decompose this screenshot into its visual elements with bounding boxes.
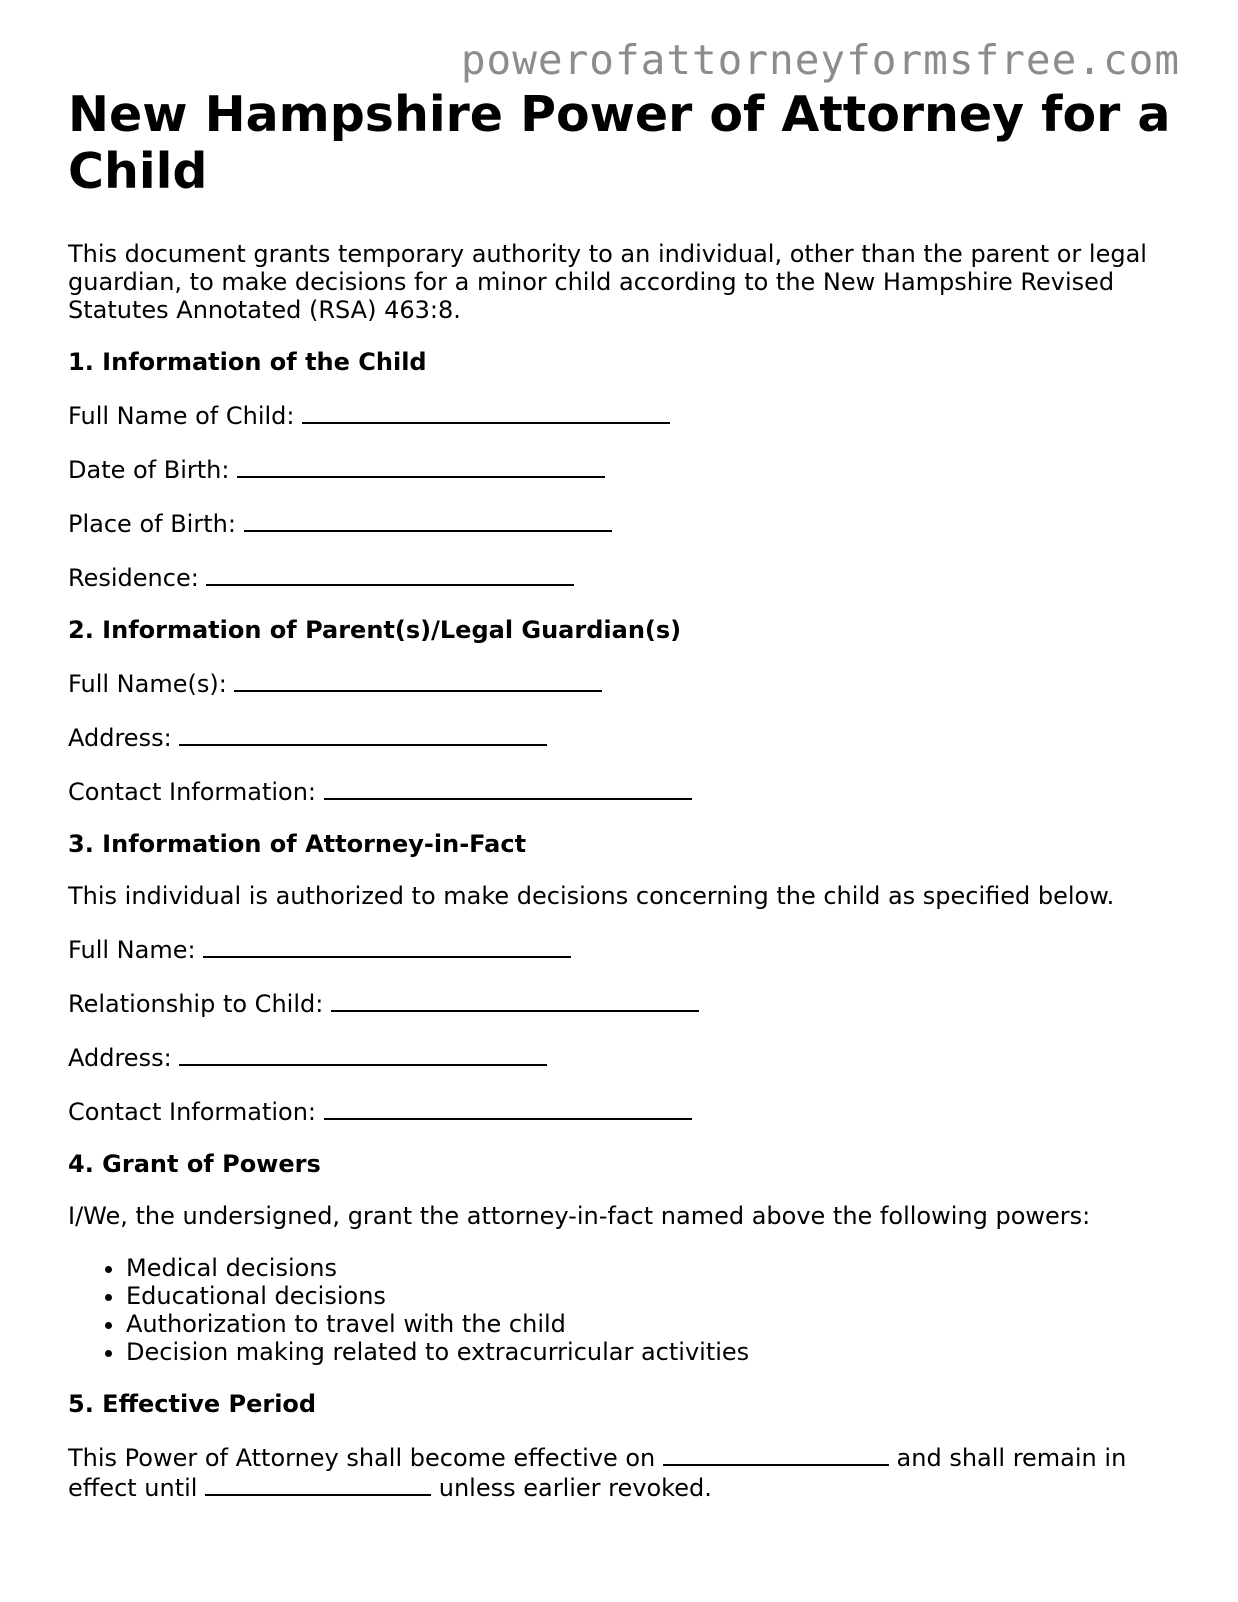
field-label: Full Name of Child: — [68, 402, 295, 430]
field-label: Residence: — [68, 564, 199, 592]
fill-in-blank[interactable] — [324, 776, 692, 800]
fill-in-blank[interactable] — [179, 1042, 547, 1066]
fill-in-blank[interactable] — [206, 562, 574, 586]
effective-text-part2: and shall remain in effect until — [68, 1444, 1127, 1502]
powers-description: I/We, the undersigned, grant the attorney-in-fact named above the following powers: — [68, 1202, 1091, 1230]
field-label: Full Name: — [68, 936, 196, 964]
form-field-attorney-relationship — [68, 988, 1178, 1018]
document-page — [68, 86, 1178, 1502]
section-heading-attorney: 3. Information of Attorney-in-Fact — [68, 830, 527, 858]
form-field-parent-contact — [68, 776, 1178, 806]
field-label: Contact Information: — [68, 778, 317, 806]
fill-in-blank-end-date[interactable] — [205, 1472, 431, 1496]
fill-in-blank[interactable] — [237, 454, 605, 478]
form-field-parent-address — [68, 722, 1178, 752]
fill-in-blank[interactable] — [324, 1096, 692, 1120]
list-item: • Decision making related to extracurricular activities — [126, 1338, 1178, 1366]
fill-in-blank-start-date[interactable] — [663, 1442, 889, 1466]
list-item: • Educational decisions — [126, 1282, 1178, 1310]
list-item: • Medical decisions — [126, 1254, 1178, 1282]
fill-in-blank[interactable] — [203, 934, 571, 958]
effective-text-part3: unless earlier revoked. — [438, 1474, 712, 1502]
watermark: powerofattorneyformsfree.com — [460, 36, 1180, 84]
form-field-child-dob — [68, 454, 1178, 484]
section-heading-child: 1. Information of the Child — [68, 348, 427, 376]
form-field-parent-name — [68, 668, 1178, 698]
form-field-attorney-name — [68, 934, 1178, 964]
fill-in-blank[interactable] — [179, 722, 547, 746]
form-field-child-residence — [68, 562, 1178, 592]
form-field-attorney-contact — [68, 1096, 1178, 1126]
fill-in-blank[interactable] — [302, 400, 670, 424]
attorney-description: This individual is authorized to make decisions concerning the child as specified below. — [68, 882, 1115, 910]
form-field-attorney-address — [68, 1042, 1178, 1072]
field-label: Address: — [68, 724, 172, 752]
form-field-child-pob — [68, 508, 1178, 538]
section-heading-powers: 4. Grant of Powers — [68, 1150, 321, 1178]
list-item: • Authorization to travel with the child — [126, 1310, 1178, 1338]
effective-text-part1: This Power of Attorney shall become effective on — [68, 1444, 656, 1472]
field-label: Contact Information: — [68, 1098, 317, 1126]
section-heading-parents: 2. Information of Parent(s)/Legal Guardian(s) — [68, 616, 682, 644]
effective-period-text — [68, 1442, 1178, 1502]
fill-in-blank[interactable] — [331, 988, 699, 1012]
fill-in-blank[interactable] — [234, 668, 602, 692]
fill-in-blank[interactable] — [244, 508, 612, 532]
form-field-child-name — [68, 400, 1178, 430]
field-label: Place of Birth: — [68, 510, 236, 538]
field-label: Full Name(s): — [68, 670, 227, 698]
powers-list — [68, 1254, 1178, 1366]
field-label: Date of Birth: — [68, 456, 230, 484]
field-label: Address: — [68, 1044, 172, 1072]
intro-paragraph: This document grants temporary authority to an individual, other than the parent or legal guardian, to make decisions for a minor child according to the New Hampshire Revised Statutes Annotated (RSA) 463:8. — [68, 240, 1147, 324]
page-title: New Hampshire Power of Attorney for a Child — [68, 86, 1171, 200]
section-heading-effective-period: 5. Effective Period — [68, 1390, 317, 1418]
field-label: Relationship to Child: — [68, 990, 324, 1018]
